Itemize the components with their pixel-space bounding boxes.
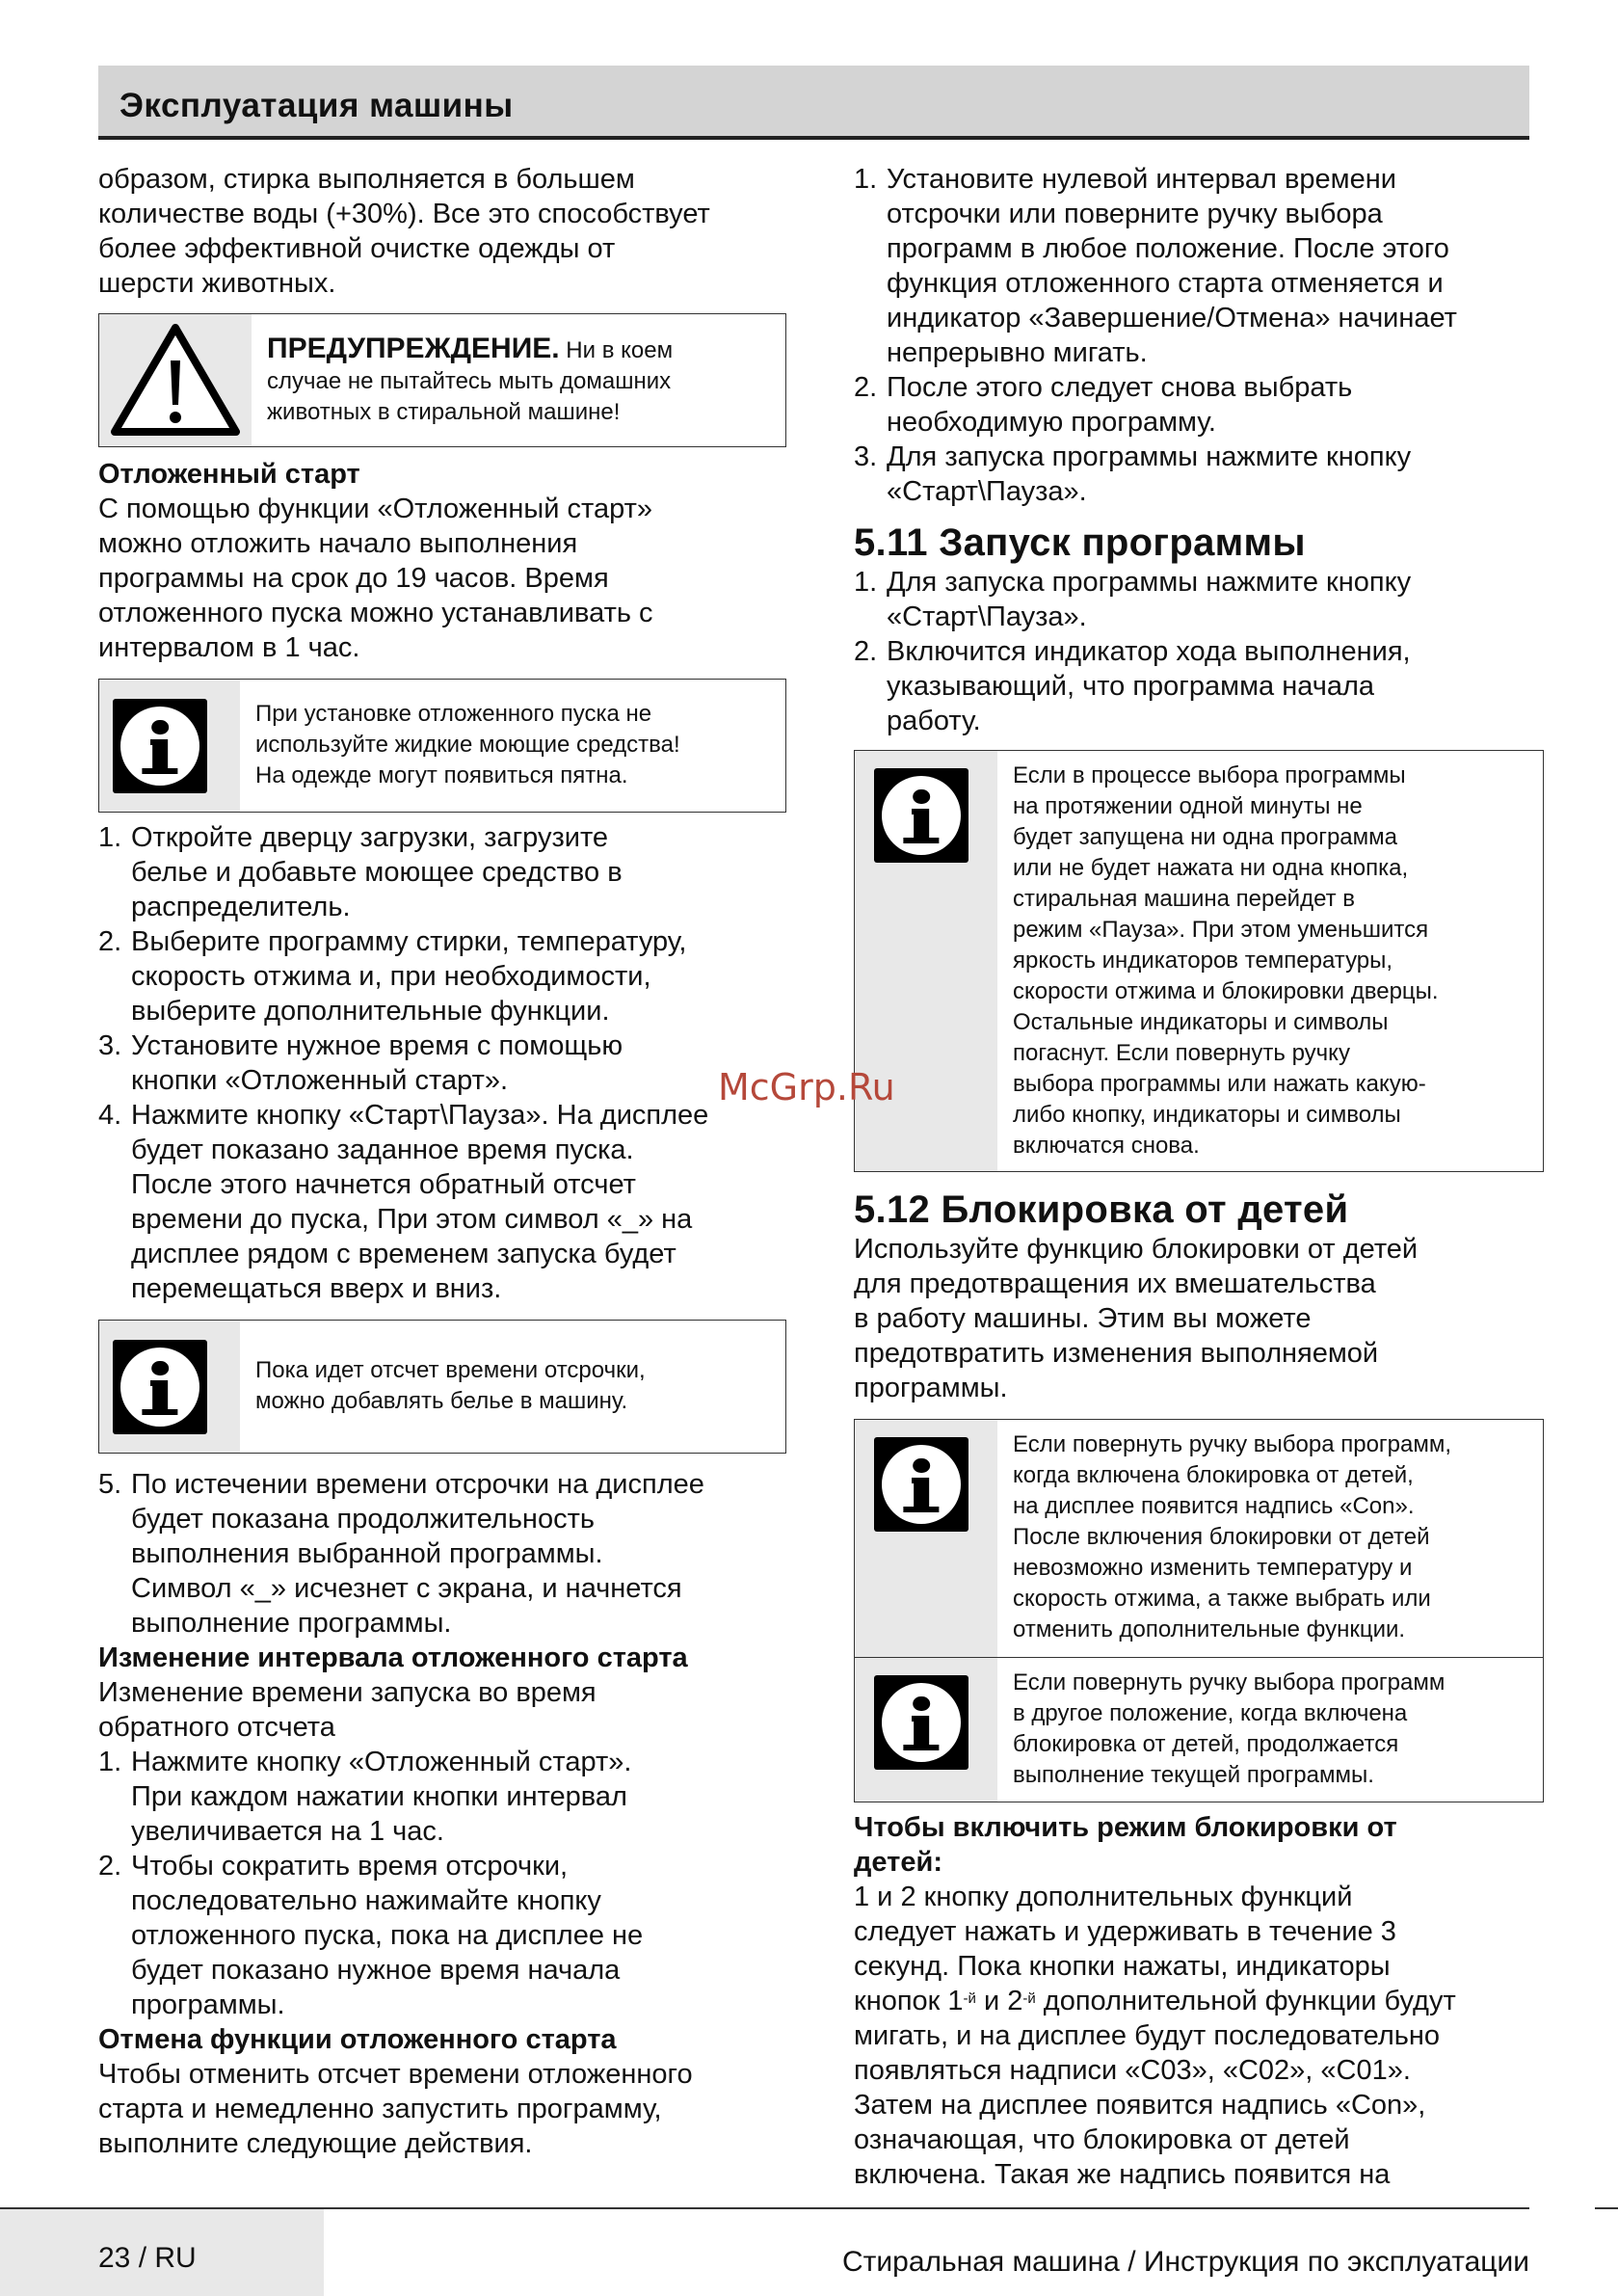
list-item: 3. Для запуска программы нажмите кнопку «Старт\Пауза».: [854, 441, 1412, 507]
start-program-steps: [854, 565, 1544, 738]
list-item: 1. Для запуска программы нажмите кнопку «Старт\Пауза».: [854, 567, 1412, 632]
list-item: 1. Откройте дверцу загрузки, загрузите белье и добавьте моющее средство в распределитель.: [98, 822, 623, 922]
list-item: 1. Нажмите кнопку «Отложенный старт». При каждом нажатии кнопки интервал увеличивается на 1 час.: [98, 1747, 632, 1847]
info-text-add-laundry: Пока идет отсчет времени отсрочки, можно добавлять белье в машину.: [255, 1357, 646, 1414]
list-item: 2. Выберите программу стирки, температуру, скорость отжима и, при необходимости, выберите дополнительные функции.: [98, 926, 687, 1027]
info-icon-panel: [855, 1658, 997, 1802]
warning-text: ПРЕДУПРЕЖДЕНИЕ. Ни в коем случае не пытайтесь мыть домашних животных в стиральной машине!: [267, 333, 674, 425]
info-text-child-lock-con: Если повернуть ручку выбора программ, когда включена блокировка от детей, на дисплее появится надпись «Con». После включения блокировки от детей невозможно изменить температуру и скорость отжима, а также выбрать или отменить дополнительные функции.: [1013, 1431, 1452, 1642]
page-number: 23 / RU: [98, 2242, 197, 2274]
warning-box: [98, 313, 786, 447]
delayed-start-paragraph: С помощью функции «Отложенный старт» можно отложить начало выполнения программы на срок до 19 часов. Время отложенного пуска можно устанавливать с интервалом в 1 час.: [98, 494, 653, 663]
list-item: 3. Установите нужное время с помощью кнопки «Отложенный старт».: [98, 1030, 623, 1096]
delayed-start-heading: Отложенный старт: [98, 459, 360, 490]
info-box-child-lock-continue: [854, 1658, 1544, 1802]
cancel-delayed-heading: Отмена функции отложенного старта: [98, 2024, 617, 2055]
delayed-start-step-5: [98, 1467, 786, 1641]
cancel-delayed-paragraph: Чтобы отменить отсчет времени отложенного старта и немедленно запустить программу, выполните следующие действия.: [98, 2059, 693, 2159]
right-column: [854, 162, 1544, 2192]
warning-icon-panel: [99, 314, 252, 446]
header-title: Эксплуатация машины: [119, 87, 514, 124]
info-text-detergent: При установке отложенного пуска не используйте жидкие моющие средства! На одежде могут появиться пятна.: [255, 701, 680, 788]
change-interval-heading: Изменение интервала отложенного старта: [98, 1642, 688, 1673]
cancel-steps: [854, 162, 1544, 509]
info-box-child-lock-con: [854, 1419, 1544, 1658]
delayed-start-steps: [98, 820, 786, 1306]
info-box-add-laundry: [98, 1320, 786, 1454]
child-lock-paragraph: Используйте функцию блокировки от детей для предотвращения их вмешательства в работу машины. Этим вы можете предотвратить изменения выполняемой программы.: [854, 1234, 1419, 1403]
list-item: 2. Включится индикатор хода выполнения, указывающий, что программа начала работу.: [854, 636, 1411, 736]
footer-divider-tick: [1595, 2207, 1618, 2209]
left-column: [98, 162, 786, 2161]
footer-document-title: Стиральная машина / Инструкция по эксплуатации: [841, 2246, 1529, 2278]
info-icon: [874, 768, 968, 863]
change-interval-paragraph: Изменение времени запуска во время обратного отсчета: [98, 1677, 597, 1743]
info-icon-panel: [99, 680, 240, 812]
intro-paragraph: образом, стирка выполняется в большем количестве воды (+30%). Все это способствует более эффективной очистке одежды от шерсти животных.: [98, 164, 710, 299]
info-icon: [113, 699, 207, 793]
list-item: 5. По истечении времени отсрочки на дисплее будет показана продолжительность выполнения выбранной программы. Символ «_» исчезнет с экрана, и начнется выполнение программы.: [98, 1469, 704, 1639]
enable-child-lock-paragraph: 1 и 2 кнопку дополнительных функций следует нажать и удерживать в течение 3 секунд. Пока кнопки нажаты, индикаторы кнопок $1^{-й}$ и $2^{-й}$ дополнительной функции будут мигать, и на дисплее будут последовательно появляться надписи «C03», «C02», «C01». Затем на дисплее появится надпись «Con», означающая, что блокировка от детей включена. Такая же надпись появится на: [854, 1882, 1456, 2190]
watermark: McGrp.Ru: [718, 1066, 895, 1108]
info-icon: [874, 1675, 968, 1770]
info-icon-panel: [99, 1321, 240, 1453]
page-header: [98, 66, 1529, 140]
info-box-detergent: [98, 679, 786, 813]
warning-triangle-icon: [109, 322, 242, 438]
section-5-12-heading: 5.12 Блокировка от детей: [854, 1188, 1349, 1231]
list-item: 1. Установите нулевой интервал времени отсрочки или поверните ручку выбора программ в любое положение. После этого функция отложенного старта отменяется и индикатор «Завершение/Отмена» начинает непрерывно мигать.: [854, 164, 1457, 368]
list-item: 2. Чтобы сократить время отсрочки, последовательно нажимайте кнопку отложенного пуска, пока на дисплее не будет показано нужное время начала программы.: [98, 1851, 644, 2020]
page-footer: [0, 2207, 1618, 2296]
info-text-pause-mode: Если в процессе выбора программы на протяжении одной минуты не будет запущена ни одна программа или не будет нажата ни одна кнопка, стиральная машина перейдет в режим «Пауза». При этом уменьшится яркость индикаторов температуры, скорости отжима и блокировки дверцы. Остальные индикаторы и символы погаснут. Если повернуть ручку выбора программы или нажать какую- либо кнопку, индикаторы и символы включатся снова.: [1013, 762, 1439, 1159]
info-text-child-lock-continue: Если повернуть ручку выбора программ в другое положение, когда включена блокировка от детей, продолжается выполнение текущей программы.: [1013, 1669, 1446, 1788]
enable-child-lock-heading: Чтобы включить режим блокировки от детей:: [854, 1812, 1397, 1878]
list-item: 4. Нажмите кнопку «Старт\Пауза». На дисплее будет показано заданное время пуска. После этого начнется обратный отсчет времени до пуска, При этом символ «_» на дисплее рядом с временем запуска будет перемещаться вверх и вниз.: [98, 1100, 709, 1304]
info-box-pause-mode: [854, 750, 1544, 1172]
info-icon-panel: [855, 1420, 997, 1657]
change-interval-steps: [98, 1745, 786, 2022]
info-icon: [874, 1437, 968, 1532]
section-5-11-heading: 5.11 Запуск программы: [854, 521, 1306, 564]
list-item: 2. После этого следует снова выбрать необходимую программу.: [854, 372, 1353, 438]
info-icon: [113, 1340, 207, 1434]
